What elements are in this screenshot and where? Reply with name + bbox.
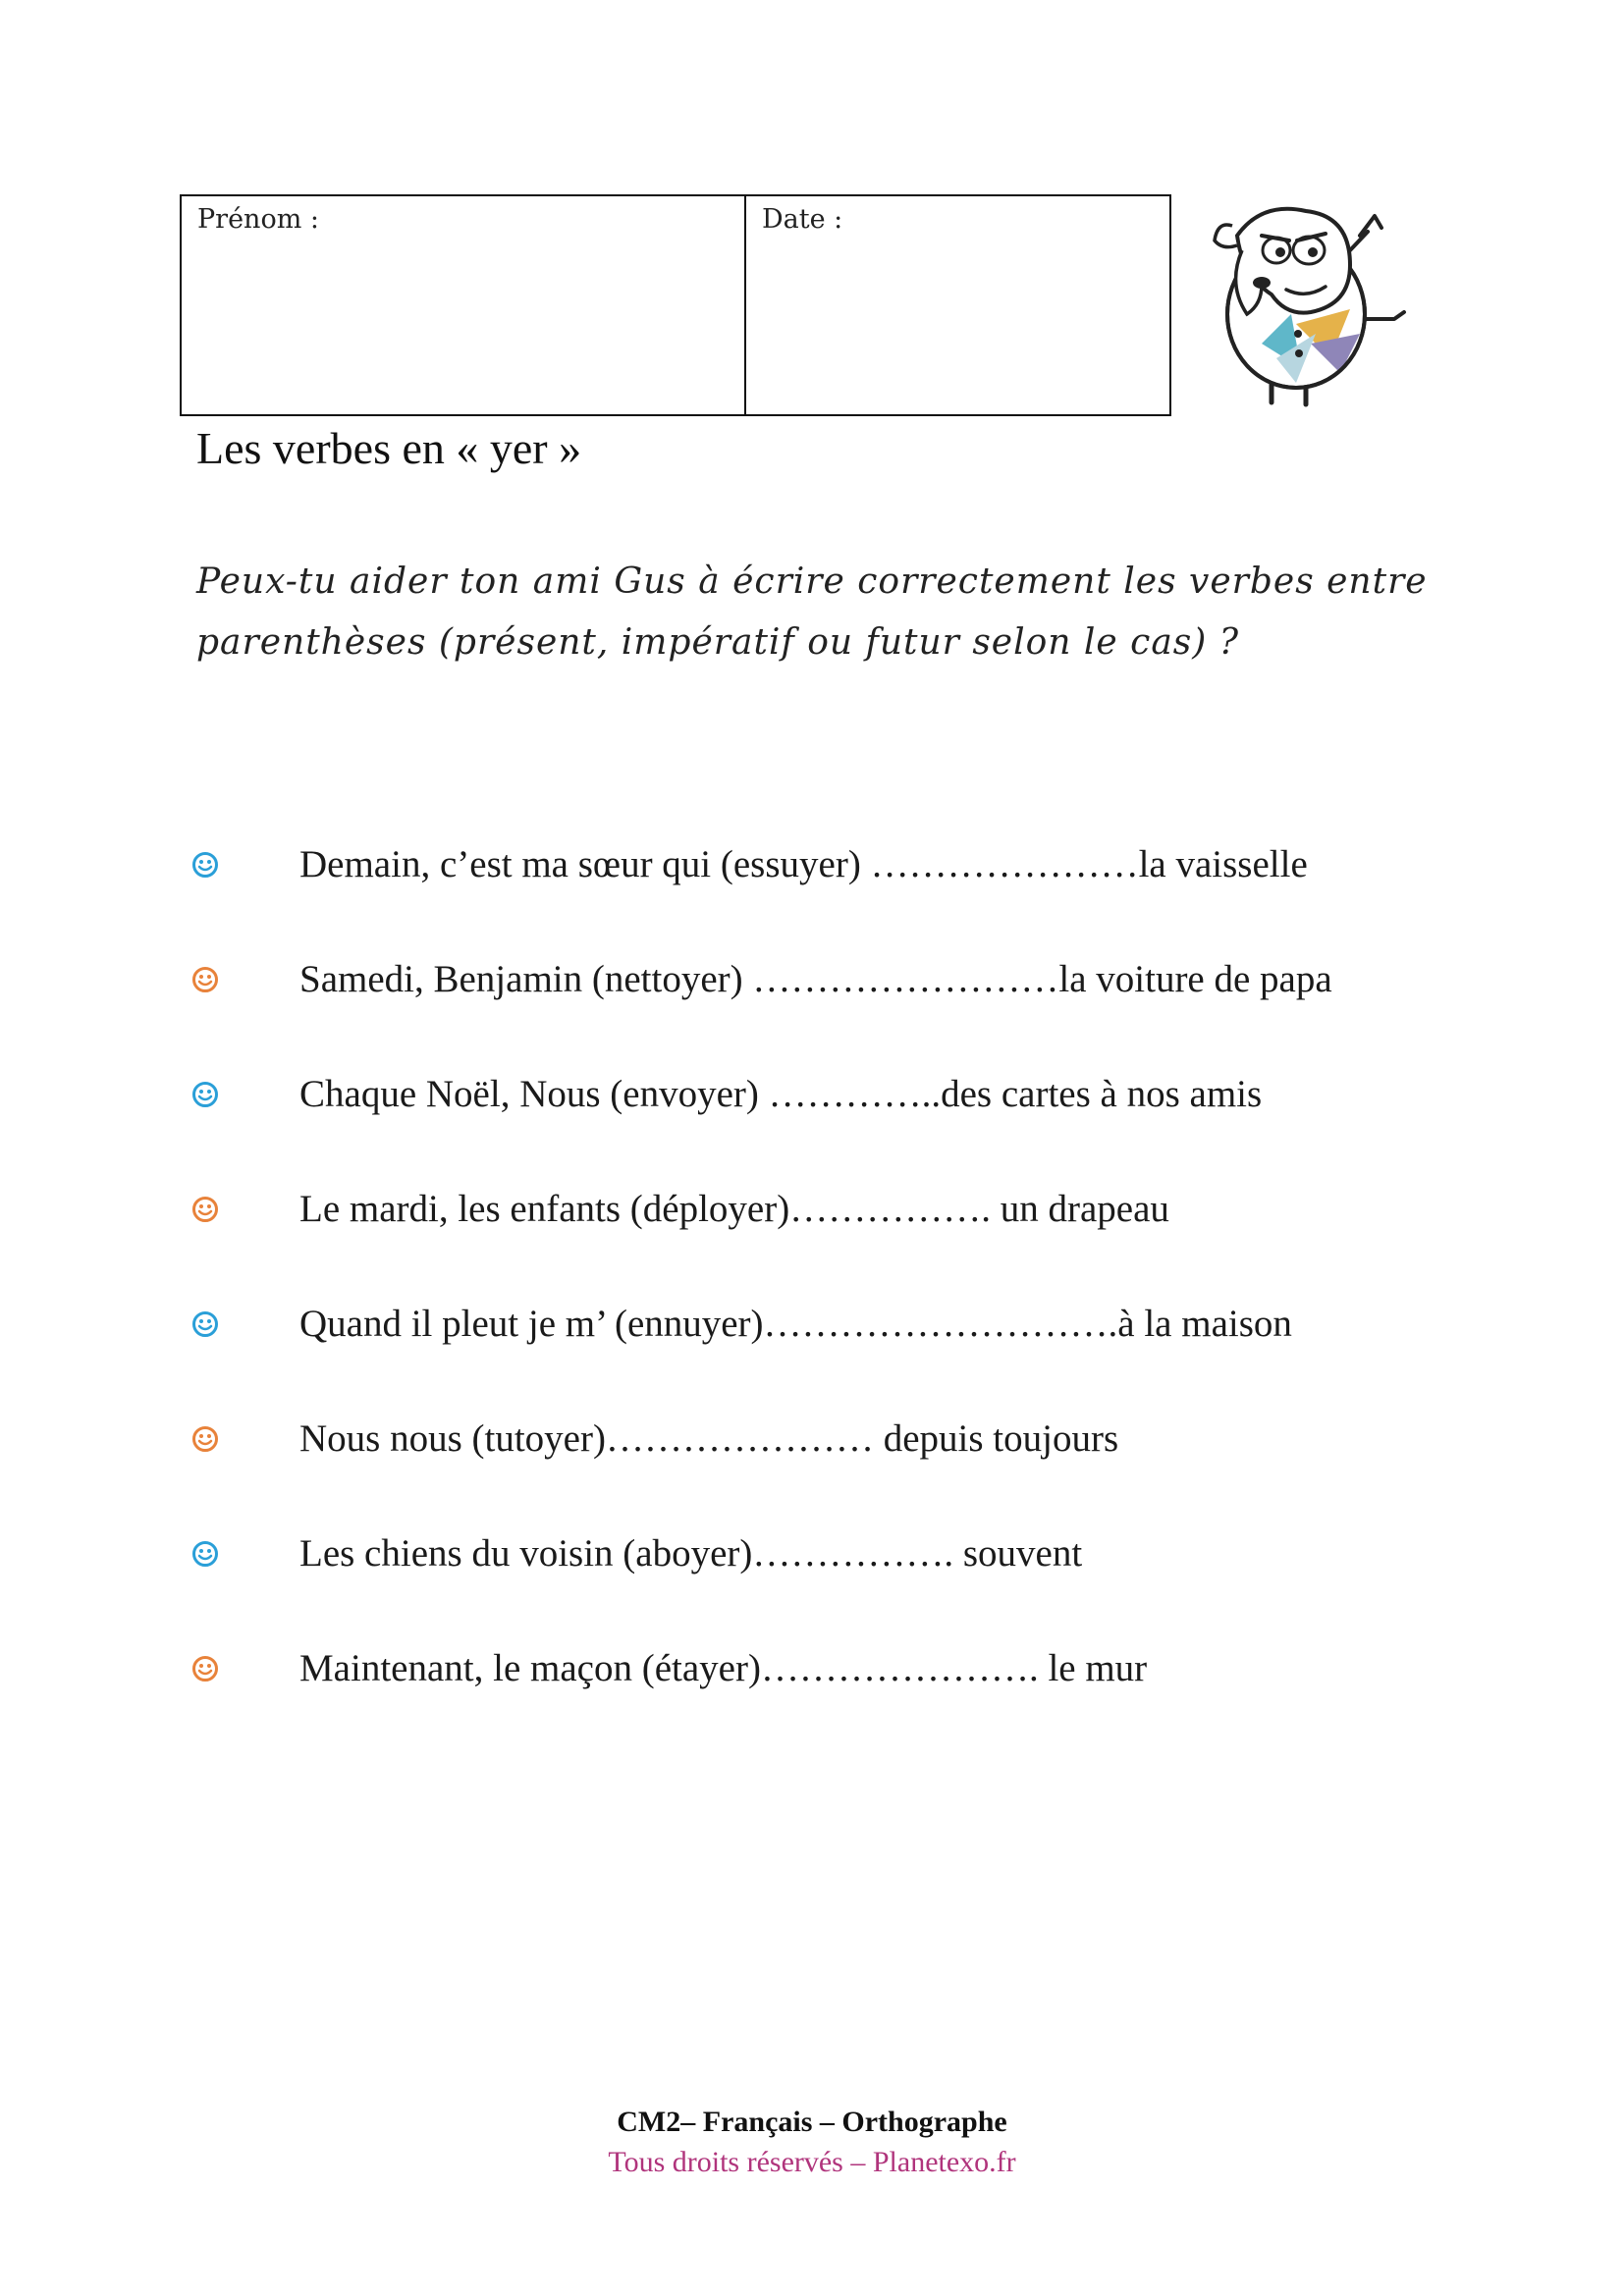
sheep-mascot-icon: [1203, 196, 1419, 417]
footer-subject: CM2– Français – Orthographe: [617, 2106, 1007, 2138]
list-item: [191, 1412, 1488, 1526]
exercise-sentence: Les chiens du voisin (aboyer)……………. souvent: [299, 1532, 1083, 1575]
list-item: [191, 837, 1488, 952]
list-item: [191, 1526, 1488, 1641]
footer-copyright: Tous droits réservés – Planetexo.fr: [608, 2146, 1016, 2178]
student-info-box: [180, 194, 1171, 416]
exercise-sentence: Samedi, Benjamin (nettoyer) ……………………la voiture de papa: [299, 958, 1332, 1000]
prenom-field[interactable]: [182, 196, 746, 414]
exercise-sentence: Maintenant, le maçon (étayer)…………………. le mur: [299, 1647, 1148, 1689]
date-field[interactable]: [746, 196, 1169, 414]
list-item: [191, 1297, 1488, 1412]
list-item: [191, 1067, 1488, 1182]
blue-smiley-icon: [191, 851, 219, 879]
instructions-text: Peux-tu aider ton ami Gus à écrire correctement les verbes entre parenthèses (présent, impératif ou futur selon le cas) ?: [196, 561, 1428, 663]
list-item: [191, 952, 1488, 1067]
exercise-sentence: Chaque Noël, Nous (envoyer) …………..des cartes à nos amis: [299, 1073, 1263, 1115]
orange-smiley-icon: [191, 966, 219, 993]
blue-smiley-icon: [191, 1540, 219, 1568]
orange-smiley-icon: [191, 1196, 219, 1223]
exercise-sentence: Le mardi, les enfants (déployer)……………. un drapeau: [299, 1188, 1169, 1230]
prenom-label: Prénom :: [197, 204, 319, 235]
list-item: [191, 1182, 1488, 1297]
page-title: Les verbes en « yer »: [196, 423, 582, 473]
orange-smiley-icon: [191, 1655, 219, 1682]
blue-smiley-icon: [191, 1310, 219, 1338]
blue-smiley-icon: [191, 1081, 219, 1108]
orange-smiley-icon: [191, 1425, 219, 1453]
list-item: [191, 1641, 1488, 1756]
exercise-sentence: Nous nous (tutoyer)………………… depuis toujours: [299, 1417, 1119, 1460]
exercise-list: [191, 837, 1488, 1756]
exercise-sentence: Demain, c’est ma sœur qui (essuyer) …………………la vaisselle: [299, 843, 1308, 885]
date-label: Date :: [762, 204, 843, 235]
exercise-sentence: Quand il pleut je m’ (ennuyer)……………………….à la maison: [299, 1303, 1292, 1345]
